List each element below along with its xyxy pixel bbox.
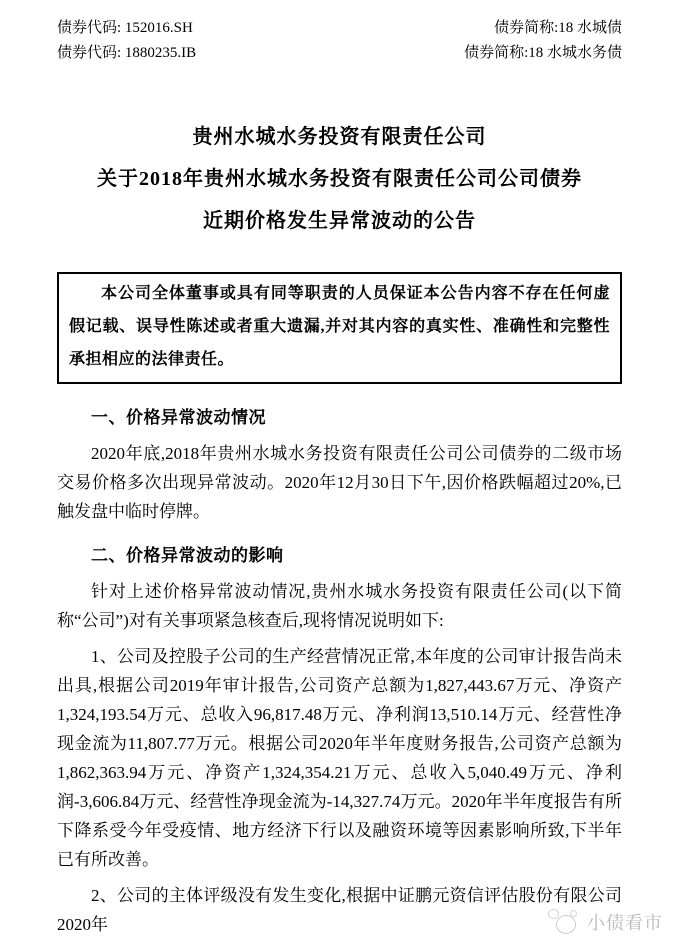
title-line-3: 近期价格发生异常波动的公告 bbox=[203, 210, 476, 232]
title-line-2: 关于2018年贵州水城水务投资有限责任公司公司债券 bbox=[97, 168, 582, 190]
section-1-paragraph-1: 2020年底,2018年贵州水城水务投资有限责任公司公司债券的二级市场交易价格多次出现异常波动。2020年12月30日下午,因价格跌幅超过20%,已触发盘中临时停牌。 bbox=[57, 444, 622, 521]
disclaimer-text: 本公司全体董事或具有同等职责的人员保证本公告内容不存在任何虚假记载、误导性陈述或者重大遗漏,并对其内容的真实性、准确性和完整性承担相应的法律责任。 bbox=[69, 285, 610, 368]
section-heading-1: 一、价格异常波动情况 bbox=[91, 408, 266, 427]
bond-code-1: 债券代码: 152016.SH bbox=[57, 20, 193, 36]
section-2-paragraph-3: 2、公司的主体评级没有发生变化,根据中证鹏元资信评估股份有限公司2020年 bbox=[57, 886, 622, 934]
section-heading-2: 二、价格异常波动的影响 bbox=[91, 546, 284, 565]
document-title bbox=[57, 116, 622, 242]
bond-header-row bbox=[57, 16, 622, 41]
bond-code-header bbox=[57, 16, 622, 66]
bond-short-name-2: 债券简称:18 水城水务债 bbox=[464, 45, 622, 61]
watermark-label: 小债看市 bbox=[587, 913, 663, 933]
disclaimer-box bbox=[57, 272, 622, 384]
bond-short-name-1: 债券简称:18 水城债 bbox=[494, 20, 622, 36]
section-2-paragraph-2: 1、公司及控股子公司的生产经营情况正常,本年度的公司审计报告尚未出具,根据公司2019年审计报告,公司资产总额为1,827,443.67万元、净资产1,324,193.54万元、总收入96,817.48万元、净利润13,510.14万元、经营性净现金流为11,807.77万元。根据公司2020年半年度财务报告,公司资产总额为1,862,363.94万元、净资产1,324,354.21万元、总收入5,040.49万元、净利润-3,606.84万元、经营性净现金流为-14,327.74万元。2020年半年度报告有所下降系受今年受疫情、地方经济下行以及融资环境等因素影响所致,下半年已有所改善。 bbox=[57, 647, 622, 869]
bond-code-2: 债券代码: 1880235.IB bbox=[57, 45, 197, 61]
panda-logo-icon bbox=[547, 907, 581, 937]
bond-header-row bbox=[57, 41, 622, 66]
title-line-1: 贵州水城水务投资有限责任公司 bbox=[192, 126, 487, 148]
section-2-paragraph-1: 针对上述价格异常波动情况,贵州水城水务投资有限责任公司(以下简称“公司”)对有关事项紧急核查后,现将情况说明如下: bbox=[57, 582, 622, 630]
watermark bbox=[547, 907, 663, 937]
